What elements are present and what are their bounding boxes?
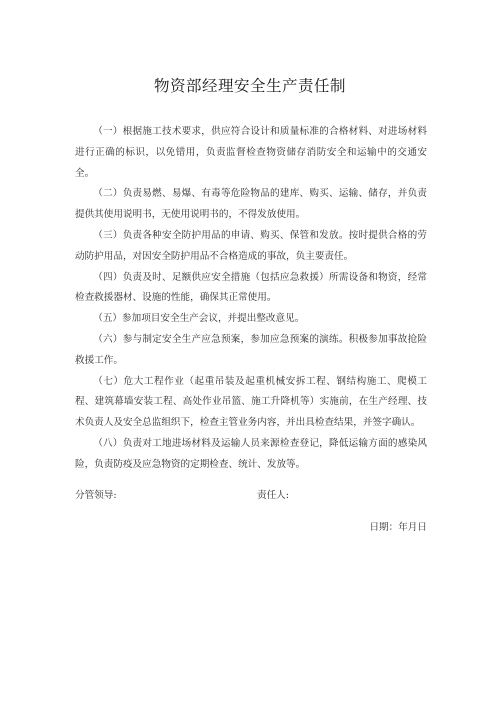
clause-3: （三）负责各种安全防护用品的申请、购买、保管和发放。按时提供合格的劳动防护用品，对因安全防护用品不合格造成的事故，负主要责任。 — [75, 229, 427, 262]
supervisor-label: 分管领导: — [75, 490, 117, 501]
clause-2: （二）负责易燃、易爆、有毒等危险物品的建库、购买、运输、储存，并负责提供其使用说明书，无使用说明书的，不得发放使用。 — [75, 188, 427, 221]
clause-8: （八）负责对工地进场材料及运输人员来源检查登记，降低运输方面的感染风险，负责防疫及应急物资的定期检查、统计、发放等。 — [75, 437, 427, 470]
responsible-person-label: 责任人: — [257, 490, 290, 501]
clause-4: （四）负责及时、足额供应安全措施（包括应急救援）所需设备和物资，经常检查救援器材、设施的性能，确保其正常使用。 — [75, 271, 427, 304]
clause-1: （一）根据施工技术要求，供应符合设计和质量标准的合格材料、对进场材料进行正确的标识，以免错用，负责监督检查物资储存消防安全和运输中的交通安全。 — [75, 126, 427, 179]
clause-5: （五）参加项目安全生产会议，并提出整改意见。 — [93, 313, 305, 325]
document-body — [75, 122, 427, 476]
signature-row — [75, 487, 427, 501]
clause-6: （六）参与制定安全生产应急预案，参加应急预案的演练。积极参加事故抢险救援工作。 — [75, 333, 427, 366]
clause-7: （七）危大工程作业（起重吊装及起重机械安拆工程、钢结构施工、爬模工程、建筑幕墙安装工程、高处作业吊篮、施工升降机等）实施前，在生产经理、技术负责人及安全总监组织下，检查主管业务内容，并出具检查结果，并签字确认。 — [75, 375, 427, 429]
date-label: 日期：年月日 — [369, 522, 427, 533]
document-title: 物资部经理安全生产责任制 — [153, 77, 346, 95]
